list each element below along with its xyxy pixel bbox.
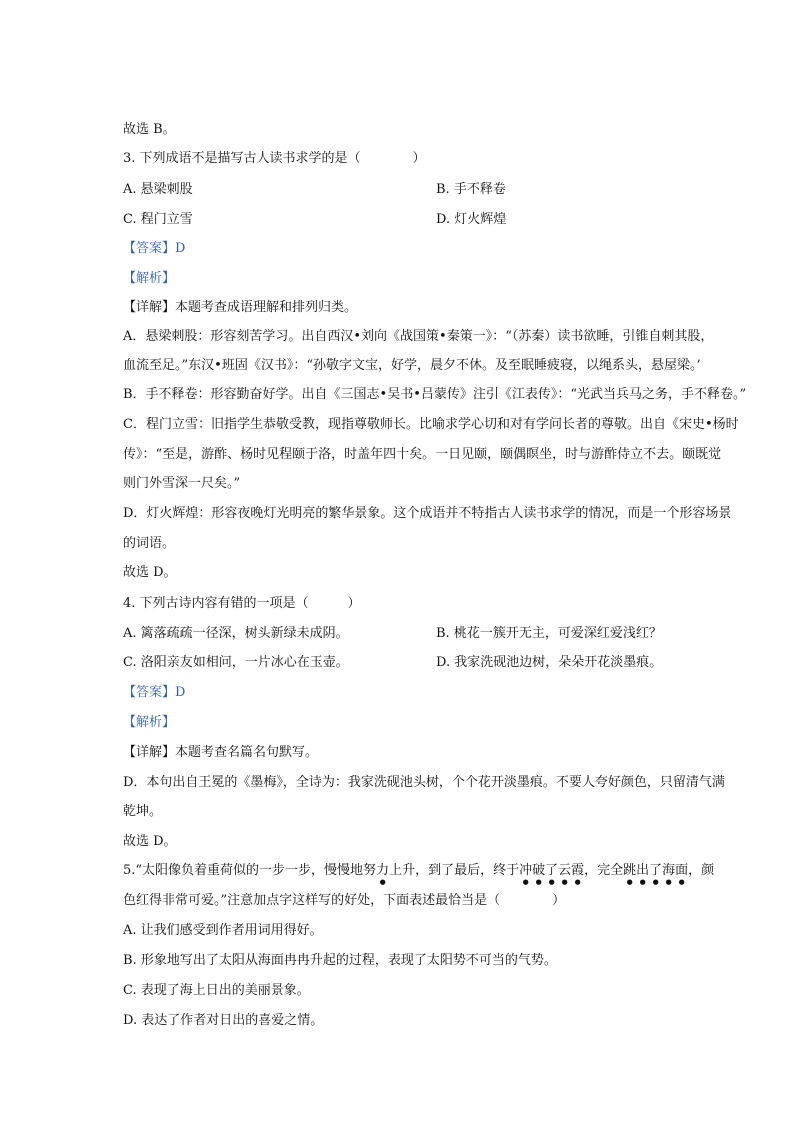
q4-analysis-label: 【解析】 <box>123 715 176 730</box>
q4-conclusion: 故选 D。 <box>123 834 177 849</box>
q3-explain-d-2: 的词语。 <box>123 536 176 551</box>
q5-dotted-word-2: 冲破了云霞 <box>519 863 585 878</box>
q3-explain-a-1: A．悬梁刺股：形容刻苦学习。出自西汉•刘向《战国策•秦策一》：“（苏秦）读书欲睡，引锥自刺其股， <box>123 329 714 344</box>
q3-option-c: C. 程门立雪 <box>123 212 193 227</box>
q5-dotted-word-3: 跳出了海面 <box>623 863 689 878</box>
q3-explain-a-2: 血流至足。”东汉•班固《汉书》：“孙敬字文宝，好学，晨夕不休。及至眠睡疲寝，以绳系头，悬屋梁。’ <box>123 358 701 373</box>
q4-answer: 【答案】D <box>123 685 186 700</box>
q5-option-a: A. 让我们感受到作者用词用得好。 <box>123 923 323 938</box>
q3-stem: 3. 下列成语不是描写古人读书求学的是（ ） <box>123 151 426 166</box>
q3-option-a: A. 悬梁刺股 <box>123 182 193 197</box>
q4-stem: 4. 下列古诗内容有错的一项是（ ） <box>123 596 361 611</box>
q3-conclusion: 故选 D。 <box>123 565 177 580</box>
q4-explain-2: 乾坤。 <box>123 804 163 819</box>
q5-stem-1-part-d: ，颜 <box>688 863 715 878</box>
q5-stem-1 <box>123 862 750 886</box>
q3-explain-c-1: C．程门立雪：旧指学生恭敬受教，现指尊敬师长。比喻求学心切和对有学问长者的尊敬。出自《宋史•杨时 <box>123 417 739 432</box>
q5-dotted-word-1: 力 <box>376 863 390 878</box>
q3-explain-b: B．手不释卷：形容勤奋好学。出自《三国志•吴书•吕蒙传》注引《江表传》：“光武当兵马之务，手不释卷。” <box>123 387 747 402</box>
q3-explain-c-2: 传》：“至是，游酢、杨时见程颐于洛，时盖年四十矣。一日见颐，颐偶瞑坐，时与游酢侍立不去。颐既觉 <box>123 447 722 462</box>
q3-explain-c-3: 则门外雪深一尺矣。” <box>123 476 241 491</box>
q4-option-c: C. 洛阳亲友如相问，一片冰心在玉壶。 <box>123 655 349 670</box>
q3-detail: 【详解】本题考查成语理解和排列归类。 <box>123 300 358 315</box>
q3-analysis-label: 【解析】 <box>123 271 176 286</box>
q4-option-b: B. 桃花一簇开无主，可爱深红爱浅红？ <box>436 626 662 641</box>
q5-stem-1-part-b: 上升，到了最后，终于 <box>389 863 520 878</box>
q5-option-c: C. 表现了海上日出的美丽景象。 <box>123 983 310 998</box>
q3-option-d: D. 灯火辉煌 <box>436 212 507 227</box>
q5-option-b: B. 形象地写出了太阳从海面冉冉升起的过程，表现了太阳势不可当的气势。 <box>123 953 557 968</box>
q3-explain-d-1: D．灯火辉煌：形容夜晚灯光明亮的繁华景象。这个成语并不特指古人读书求学的情况，而是一个形容场景 <box>123 506 732 521</box>
q5-stem-1-part-a: 5.“太阳像负着重荷似的一步一步，慢慢地努 <box>123 863 377 878</box>
q4-option-d: D. 我家洗砚池边树，朵朵开花淡墨痕。 <box>436 655 663 670</box>
q5-stem-2: 色红得非常可爱。”注意加点字这样写的好处，下面表述最恰当是（ ） <box>123 893 566 908</box>
q3-option-b: B. 手不释卷 <box>436 182 506 197</box>
q4-explain-1: D．本句出自王冕的《墨梅》，全诗为：我家洗砚池头树，个个花开淡墨痕。不要人夸好颜色，只留清气满 <box>123 775 725 790</box>
q5-option-d: D. 表达了作者对日出的喜爱之情。 <box>123 1013 324 1028</box>
conclusion-q2: 故选 B。 <box>123 122 176 137</box>
q4-detail: 【详解】本题考查名篇名句默写。 <box>123 745 319 760</box>
q5-stem-1-part-c: ，完全 <box>584 863 624 878</box>
q4-option-a: A. 篱落疏疏一径深，树头新绿未成阴。 <box>123 626 349 641</box>
q3-answer: 【答案】D <box>123 241 186 256</box>
